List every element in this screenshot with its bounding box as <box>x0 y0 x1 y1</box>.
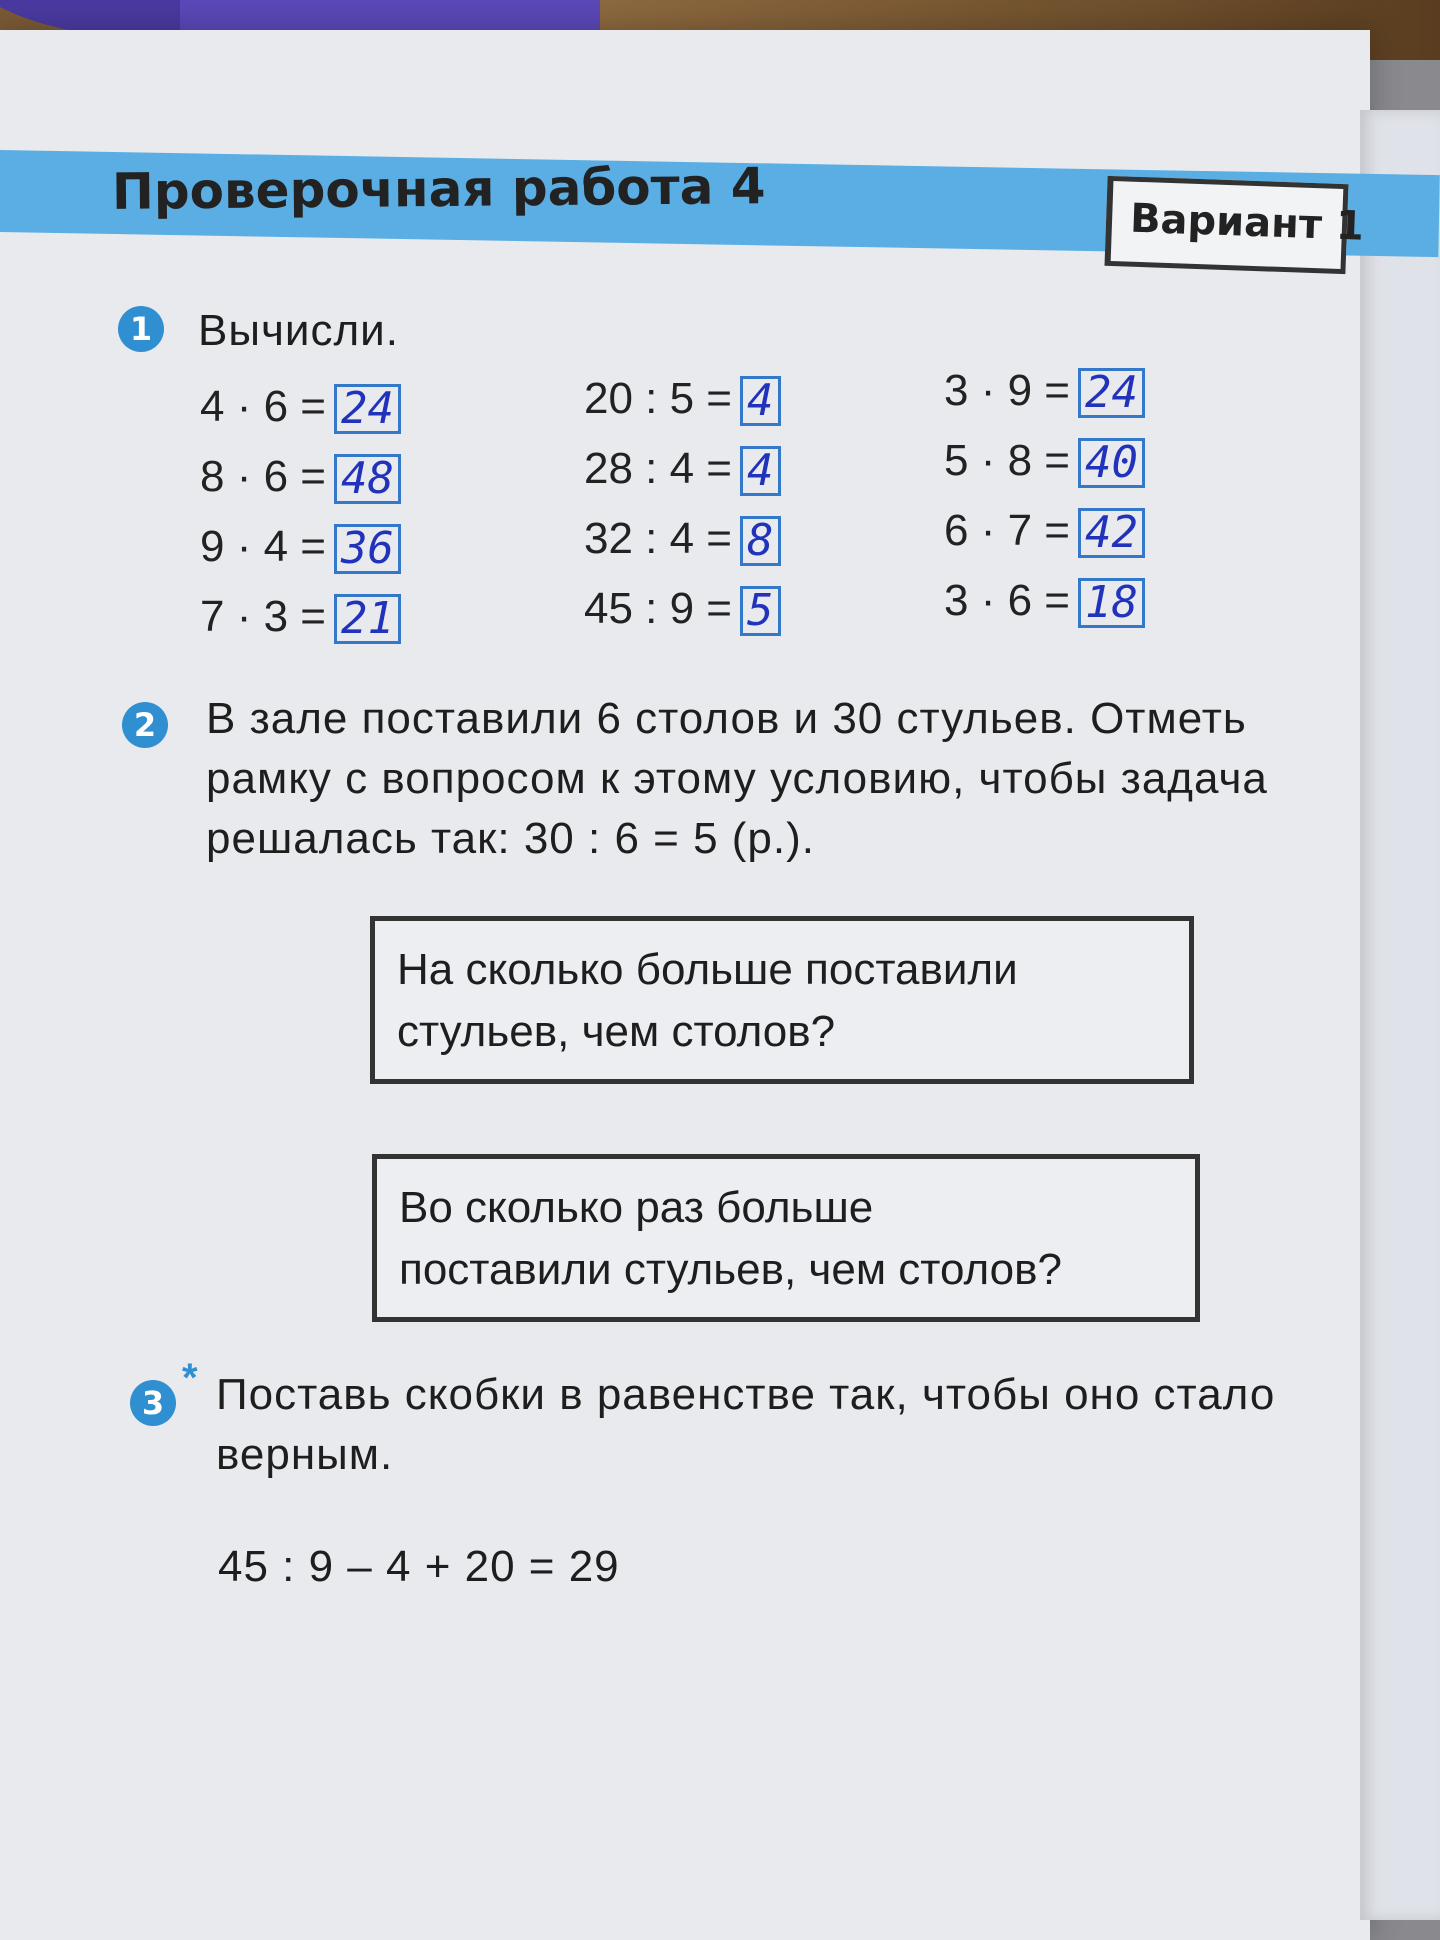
task1-row <box>944 366 1145 418</box>
task1-instruction: Вычисли. <box>198 306 399 355</box>
star-icon: * <box>182 1356 198 1400</box>
task1-number: 1 <box>129 310 153 348</box>
variant-label: Вариант 1 <box>1129 195 1365 250</box>
task1-row <box>200 592 401 644</box>
task2-line-2: рамку с вопросом к этому условию, чтобы задача <box>206 754 1268 803</box>
task3-number: 3 <box>141 1384 165 1422</box>
task1-row <box>584 514 781 566</box>
option1-line-2: стульев, чем столов? <box>397 1007 836 1056</box>
answer-box[interactable]: 5 <box>740 586 781 636</box>
expression: 8 · 6 = <box>200 452 326 501</box>
option1-line-1: На сколько больше поставили <box>397 945 1018 994</box>
task2-number-badge <box>122 702 168 748</box>
next-page-edge <box>1360 110 1440 1920</box>
answer-box[interactable]: 40 <box>1078 438 1145 488</box>
task1-row <box>200 452 401 504</box>
expression: 4 · 6 = <box>200 382 326 431</box>
expression: 3 · 9 = <box>944 366 1070 415</box>
task1-row <box>944 576 1145 628</box>
answer-box[interactable]: 24 <box>334 384 401 434</box>
expression: 9 · 4 = <box>200 522 326 571</box>
answer-box[interactable]: 48 <box>334 454 401 504</box>
answer-box[interactable]: 42 <box>1078 508 1145 558</box>
answer-box[interactable]: 21 <box>334 594 401 644</box>
expression: 6 · 7 = <box>944 506 1070 555</box>
task3-line-2: верным. <box>216 1430 394 1479</box>
answer-option-2[interactable] <box>372 1154 1200 1322</box>
task1-row <box>584 444 781 496</box>
task3-line-1: Поставь скобки в равенстве так, чтобы оно стало <box>216 1370 1276 1419</box>
variant-badge <box>1105 176 1365 274</box>
answer-box[interactable]: 4 <box>740 376 781 426</box>
task1-row <box>584 584 781 636</box>
task2-line-1: В зале поставили 6 столов и 30 стульев. Отметь <box>206 694 1247 743</box>
expression: 20 : 5 = <box>584 374 733 423</box>
task1-number-badge <box>118 306 164 352</box>
task1-row <box>200 522 401 574</box>
expression: 7 · 3 = <box>200 592 326 641</box>
expression: 3 · 6 = <box>944 576 1070 625</box>
task2-line-3: решалась так: 30 : 6 = 5 (р.). <box>206 814 815 863</box>
expression: 5 · 8 = <box>944 436 1070 485</box>
task3-number-badge <box>130 1380 176 1426</box>
answer-box[interactable]: 18 <box>1078 578 1145 628</box>
task2-number: 2 <box>133 706 157 744</box>
task1-row <box>944 436 1145 488</box>
option2-line-1: Во сколько раз больше <box>399 1183 874 1232</box>
task1-row <box>200 382 401 434</box>
task1-row <box>584 374 781 426</box>
task1-row <box>944 506 1145 558</box>
answer-box[interactable]: 4 <box>740 446 781 496</box>
answer-box[interactable]: 24 <box>1078 368 1145 418</box>
answer-box[interactable]: 36 <box>334 524 401 574</box>
answer-option-1[interactable] <box>370 916 1194 1084</box>
answer-box[interactable]: 8 <box>740 516 781 566</box>
expression: 45 : 9 = <box>584 584 733 633</box>
task3-equation[interactable]: 45 : 9 – 4 + 20 = 29 <box>218 1542 620 1591</box>
expression: 28 : 4 = <box>584 444 733 493</box>
option2-line-2: поставили стульев, чем столов? <box>399 1245 1062 1294</box>
page-title: Проверочная работа 4 <box>111 157 766 221</box>
expression: 32 : 4 = <box>584 514 733 563</box>
